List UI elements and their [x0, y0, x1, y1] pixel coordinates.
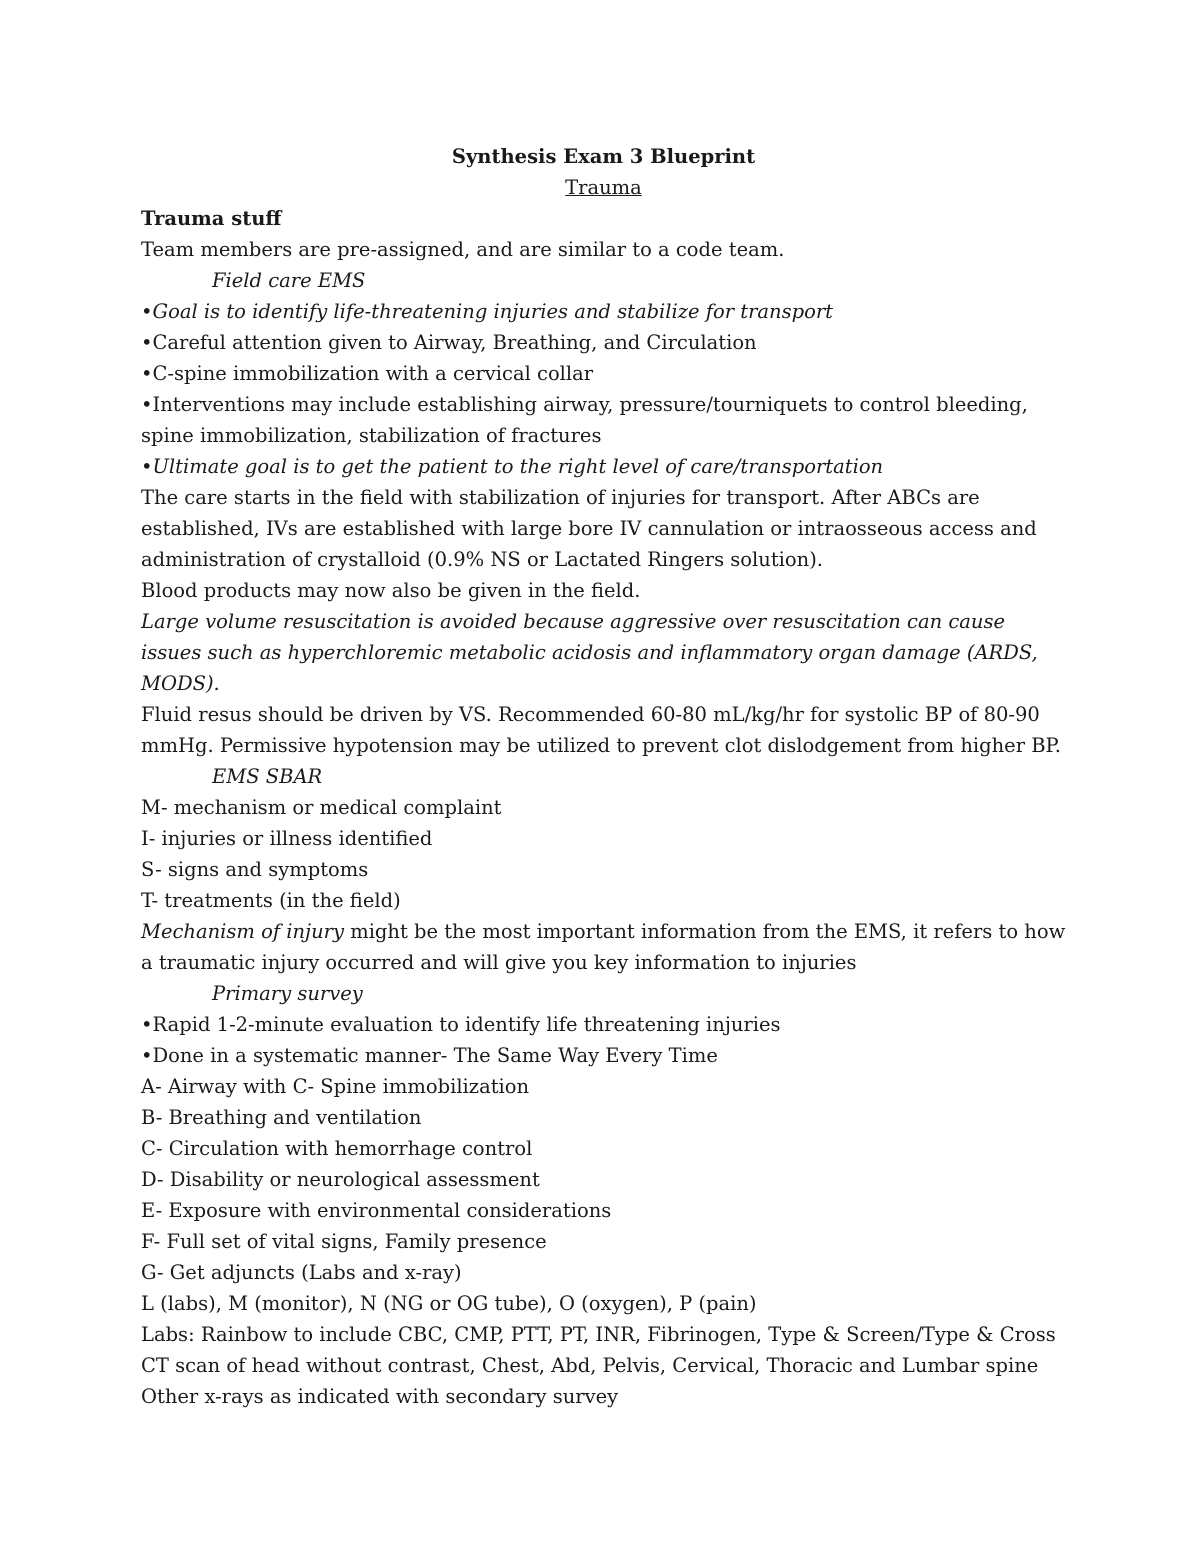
survey-f: F- Full set of vital signs, Family presence	[141, 1230, 547, 1253]
bullet-rapid-evaluation: •Rapid 1-2-minute evaluation to identify life threatening injuries	[141, 1013, 781, 1036]
section-heading: Trauma stuff	[141, 207, 282, 230]
paragraph-care-starts: The care starts in the field with stabilization of injuries for transport. After ABCs are established, IVs are established with large bore IV cannulation or intraosseous access and administration of crystalloid (0.9% NS or Lactated Ringers solution).	[141, 486, 1037, 571]
document-subtitle: Trauma	[565, 176, 642, 199]
bullet-careful-attention: •Careful attention given to Airway, Breathing, and Circulation	[141, 331, 757, 354]
sbar-t: T- treatments (in the field)	[141, 889, 401, 912]
survey-a: A- Airway with C- Spine immobilization	[141, 1075, 530, 1098]
subheading-field-care: Field care EMS	[212, 269, 366, 292]
survey-g: G- Get adjuncts (Labs and x-ray)	[141, 1261, 462, 1284]
bullet-goal: •Goal is to identify life-threatening injuries and stabilize for transport	[141, 300, 833, 323]
labs-line: Labs: Rainbow to include CBC, CMP, PTT, PT, INR, Fibrinogen, Type & Screen/Type & Cross	[141, 1323, 1056, 1346]
survey-b: B- Breathing and ventilation	[141, 1106, 422, 1129]
survey-e: E- Exposure with environmental considerations	[141, 1199, 612, 1222]
document-title: Synthesis Exam 3 Blueprint	[451, 145, 756, 168]
bullet-ultimate-goal: •Ultimate goal is to get the patient to the right level of care/transportation	[141, 455, 884, 478]
survey-c: C- Circulation with hemorrhage control	[141, 1137, 533, 1160]
paragraph-mechanism-of-injury	[141, 916, 1066, 978]
bullet-systematic: •Done in a systematic manner- The Same Way Every Time	[141, 1044, 718, 1067]
sbar-s: S- signs and symptoms	[141, 858, 369, 881]
paragraph-large-volume: Large volume resuscitation is avoided because aggressive over resuscitation can cause issues such as hyperchloremic metabolic acidosis and inflammatory organ damage (ARDS, MODS).	[141, 610, 1038, 695]
paragraph-team: Team members are pre-assigned, and are similar to a code team.	[141, 238, 785, 261]
bullet-cspine: •C-spine immobilization with a cervical collar	[141, 362, 594, 385]
bullet-interventions: •Interventions may include establishing airway, pressure/tourniquets to control bleeding, spine immobilization, stabilization of fractures	[141, 393, 1028, 447]
document-body	[141, 141, 1066, 1412]
subheading-primary-survey: Primary survey	[212, 982, 363, 1005]
survey-lmnop: L (labs), M (monitor), N (NG or OG tube), O (oxygen), P (pain)	[141, 1292, 757, 1315]
survey-d: D- Disability or neurological assessment	[141, 1168, 540, 1191]
paragraph-blood-products: Blood products may now also be given in the field.	[141, 579, 641, 602]
xrays-line: Other x-rays as indicated with secondary survey	[141, 1385, 619, 1408]
sbar-m: M- mechanism or medical complaint	[141, 796, 502, 819]
subheading-ems-sbar: EMS SBAR	[212, 765, 323, 788]
mechanism-of-injury-text: might be the most important information from the EMS, it refers to how a traumatic injury occurred and will give you key information to injuries	[141, 920, 1066, 974]
mechanism-of-injury-term: Mechanism of injury	[141, 920, 344, 943]
ct-scan-line: CT scan of head without contrast, Chest, Abd, Pelvis, Cervical, Thoracic and Lumbar spine	[141, 1354, 1039, 1377]
sbar-i: I- injuries or illness identified	[141, 827, 433, 850]
paragraph-fluid-resus: Fluid resus should be driven by VS. Recommended 60-80 mL/kg/hr for systolic BP of 80-90 mmHg. Permissive hypotension may be utilized to prevent clot dislodgement from higher BP.	[141, 703, 1061, 757]
